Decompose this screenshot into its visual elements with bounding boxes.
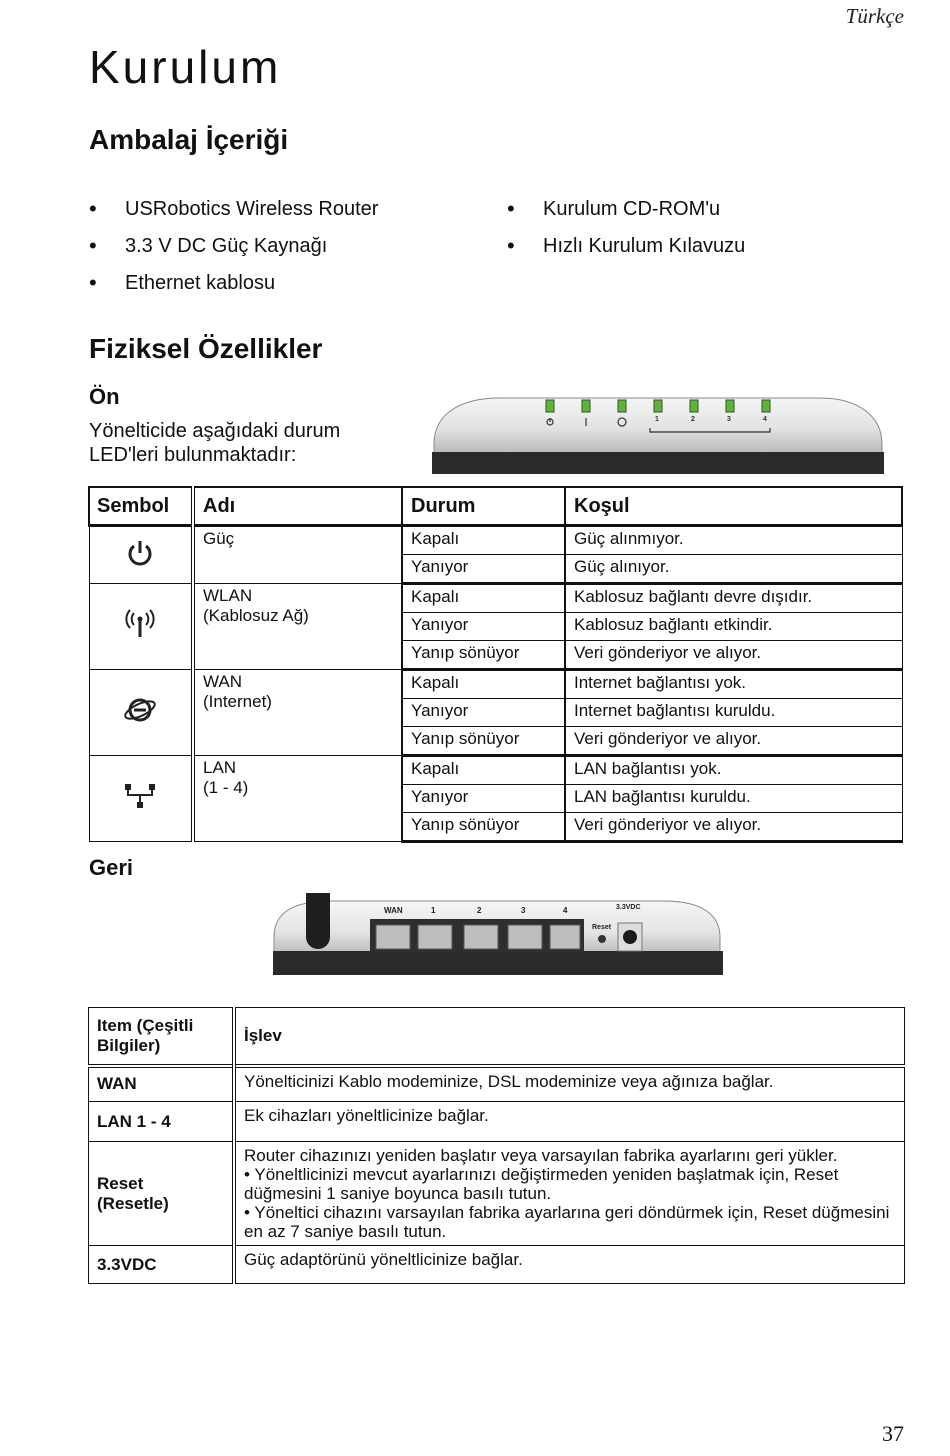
led-status: Yanıyor (402, 555, 565, 584)
svg-text:3: 3 (521, 906, 526, 915)
led-status: Yanıyor (402, 613, 565, 641)
package-heading: Ambalaj İçeriği (89, 124, 289, 155)
package-item: • 3.3 V DC Güç Kaynağı (89, 233, 328, 258)
item-cell: LAN 1 - 4 (89, 1102, 235, 1142)
col-header-symbol: Sembol (89, 487, 193, 526)
led-status: Kapalı (402, 756, 565, 785)
router-front-illustration (430, 394, 886, 476)
table-row (89, 1066, 905, 1102)
front-heading: Ön (89, 384, 120, 409)
svg-text:1: 1 (655, 416, 659, 423)
svg-text:Reset: Reset (592, 924, 612, 931)
led-condition: Veri gönderiyor ve alıyor. (565, 641, 902, 670)
led-status: Kapalı (402, 584, 565, 613)
led-condition: Veri gönderiyor ve alıyor. (565, 813, 902, 842)
function-cell: Ek cihazları yöneltlicinize bağlar. (234, 1102, 905, 1142)
language-label: Türkçe (845, 4, 904, 28)
svg-text:1: 1 (431, 906, 436, 915)
package-item: • Hızlı Kurulum Kılavuzu (507, 233, 746, 258)
svg-text:4: 4 (763, 416, 767, 423)
led-name: WLAN (Kablosuz Ağ) (193, 584, 402, 670)
led-status-table (88, 486, 903, 843)
svg-text:3: 3 (727, 416, 731, 423)
led-condition: LAN bağlantısı kuruldu. (565, 785, 902, 813)
col-header-status: Durum (402, 487, 565, 526)
led-condition: Güç alınmıyor. (565, 526, 902, 555)
package-item: • Ethernet kablosu (89, 270, 276, 295)
svg-text:2: 2 (477, 906, 482, 915)
table-row (89, 670, 902, 699)
svg-text:2: 2 (691, 416, 695, 423)
lan-icon (89, 756, 193, 842)
led-condition: Internet bağlantısı yok. (565, 670, 902, 699)
table-row (89, 756, 902, 785)
item-cell: 3.3VDC (89, 1246, 235, 1284)
function-cell: Güç adaptörünü yöneltlicinize bağlar. (234, 1246, 905, 1284)
led-status: Yanıyor (402, 699, 565, 727)
svg-text:3.3VDC: 3.3VDC (616, 904, 641, 911)
function-cell: Router cihazınızı yeniden başlatır veya varsayılan fabrika ayarlarını geri yükler. • Yöneltlicinizi mevcut ayarlarınızı değiştirmeden yeniden başlatmak için, Reset düğmesini 1 saniye boyunca basılı tutun. • Yöneltici cihazını varsayılan fabrika ayarlarına geri döndürmek için, Reset düğmesini en az 7 saniye basılı tutun. (234, 1142, 905, 1246)
table-row (89, 1246, 905, 1284)
col-header-item: Item (Çeşitli Bilgiler) (89, 1008, 235, 1066)
led-condition: LAN bağlantısı yok. (565, 756, 902, 785)
internet-icon (89, 670, 193, 756)
table-row (89, 1102, 905, 1142)
led-status: Kapalı (402, 670, 565, 699)
svg-text:WAN: WAN (384, 906, 403, 915)
led-condition: Kablosuz bağlantı devre dışıdır. (565, 584, 902, 613)
item-cell: WAN (89, 1066, 235, 1102)
table-row (89, 1142, 905, 1246)
svg-text:4: 4 (563, 906, 568, 915)
led-name: WAN (Internet) (193, 670, 402, 756)
table-row (89, 584, 902, 613)
wireless-icon (89, 584, 193, 670)
back-heading: Geri (89, 855, 134, 880)
col-header-function: İşlev (234, 1008, 905, 1066)
led-condition: Kablosuz bağlantı etkindir. (565, 613, 902, 641)
page-title: Kurulum (89, 41, 282, 93)
led-status: Yanıp sönüyor (402, 641, 565, 670)
back-panel-table (88, 1007, 905, 1284)
function-cell: Yönelticinizi Kablo modeminize, DSL modeminize veya ağınıza bağlar. (234, 1066, 905, 1102)
table-header-row (89, 1008, 905, 1066)
front-intro: Yönelticide aşağıdaki durum LED'leri bulunmaktadır: (89, 420, 341, 466)
package-item: • USRobotics Wireless Router (89, 196, 379, 221)
led-status: Kapalı (402, 526, 565, 555)
led-condition: Veri gönderiyor ve alıyor. (565, 727, 902, 756)
led-name: Güç (193, 526, 402, 584)
led-status: Yanıyor (402, 785, 565, 813)
led-condition: Güç alınıyor. (565, 555, 902, 584)
col-header-name: Adı (193, 487, 402, 526)
led-status: Yanıp sönüyor (402, 813, 565, 842)
item-cell: Reset (Resetle) (89, 1142, 235, 1246)
router-back-illustration (272, 893, 724, 977)
led-name: LAN (1 - 4) (193, 756, 402, 842)
col-header-condition: Koşul (565, 487, 902, 526)
led-condition: Internet bağlantısı kuruldu. (565, 699, 902, 727)
package-item: • Kurulum CD-ROM'u (507, 196, 721, 221)
power-icon (89, 526, 193, 584)
page-number: 37 (882, 1421, 904, 1446)
led-status: Yanıp sönüyor (402, 727, 565, 756)
physical-heading: Fiziksel Özellikler (89, 333, 323, 364)
table-row (89, 526, 902, 555)
